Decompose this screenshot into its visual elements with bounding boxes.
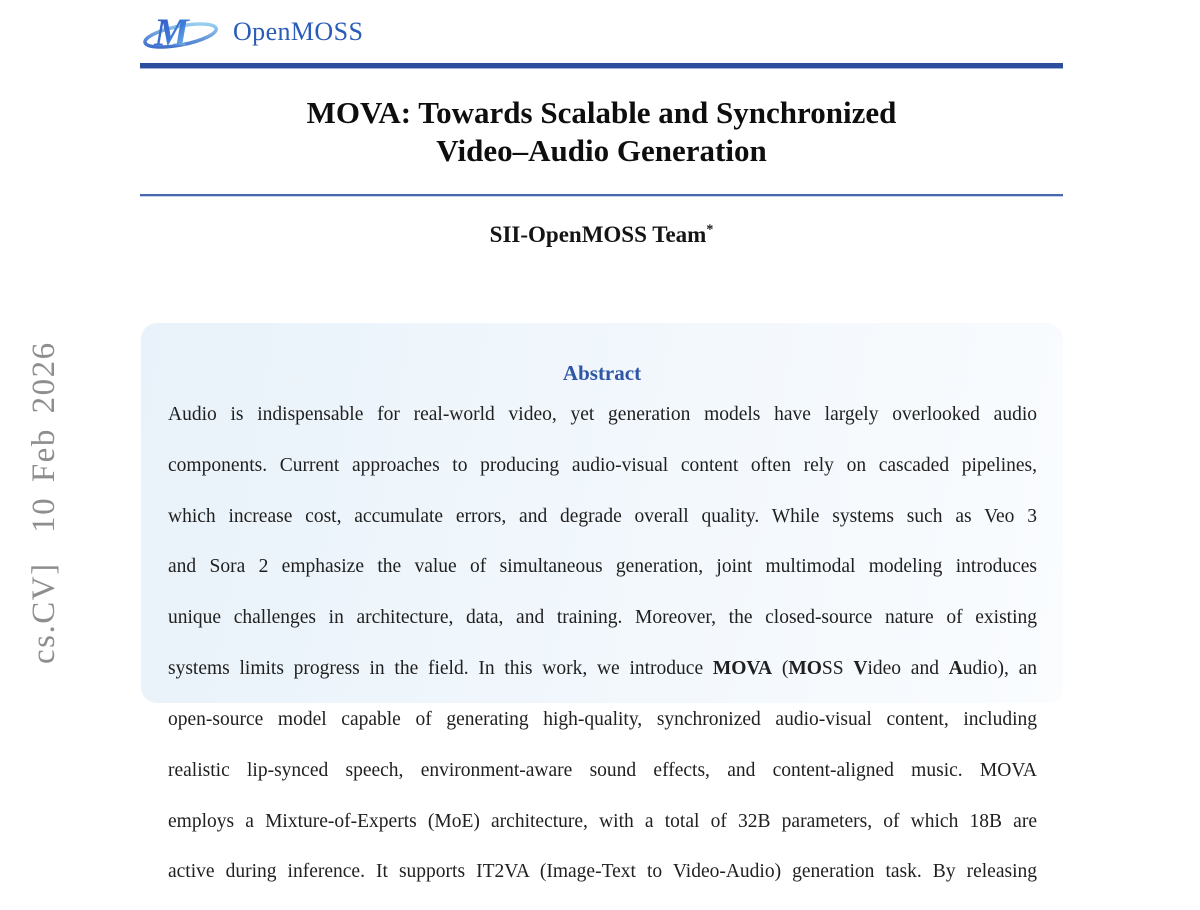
abstract-line: realistic lip-synced speech, environment-aware sound effects, and content-aligned music. MOVA [168, 759, 1037, 781]
abstract-heading: Abstract [562, 361, 642, 385]
abstract-line: Audio is indispensable for real-world video, yet generation models have largely overlooked audio [168, 404, 1037, 425]
abstract-line: open-source model capable of generating high-quality, synchronized audio-visual content, including [168, 708, 1037, 730]
svg-text:M: M [154, 11, 189, 55]
abstract-line: unique challenges in architecture, data, and training. Moreover, the closed-source nature of existing [168, 607, 1037, 629]
paper-title [140, 94, 1063, 170]
abstract-line: systems limits progress in the field. In this work, we introduce MOVA (MOSS Video and Audio), an [168, 658, 1037, 680]
abstract-line: employs a Mixture-of-Experts (MoE) architecture, with a total of 32B parameters, of which 18B are [168, 810, 1037, 832]
abstract-line: active during inference. It supports IT2VA (Image-Text to Video-Audio) generation task. By releasing [168, 861, 1037, 883]
arxiv-sidebar-text: cs.CV] 10 Feb 2026 [26, 341, 62, 664]
abstract-box [141, 323, 1063, 883]
title-rule [140, 194, 1063, 196]
paper-title-line2: Video–Audio Generation [436, 133, 767, 168]
openmoss-logo [140, 8, 363, 56]
openmoss-logo-text: OpenMOSS [233, 17, 364, 46]
abstract-lines [168, 402, 1037, 910]
header-rule [140, 63, 1063, 68]
author-footnote-marker: * [706, 222, 714, 238]
author-line [140, 222, 1063, 248]
abstract-line: components. Current approaches to producing audio-visual content often rely on cascaded pipelines, [168, 454, 1037, 476]
abstract-line: and Sora 2 emphasize the value of simultaneous generation, joint multimodal modeling introduces [168, 556, 1037, 578]
paper-title-line1: MOVA: Towards Scalable and Synchronized [306, 95, 897, 130]
abstract-line: which increase cost, accumulate errors, and degrade overall quality. While systems such as Veo 3 [168, 505, 1037, 527]
author-team-name: SII-OpenMOSS Team [489, 222, 707, 247]
openmoss-m-swoosh-icon [140, 9, 224, 55]
